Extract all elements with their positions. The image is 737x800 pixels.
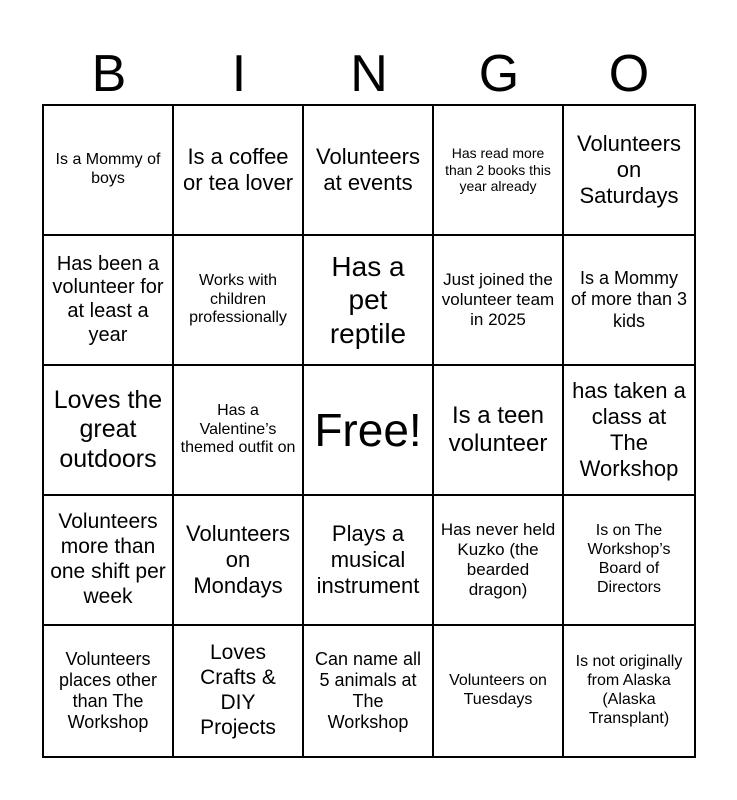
bingo-header	[44, 42, 694, 106]
bingo-cell[interactable]	[304, 236, 434, 366]
bingo-cell-text: Is a Mommy of boys	[55, 151, 161, 187]
bingo-cell-text: Free!	[314, 403, 422, 456]
bingo-cell[interactable]	[564, 626, 694, 756]
bingo-cell-text: Volunteers at events	[316, 144, 420, 195]
header-letter-o: O	[608, 45, 650, 103]
bingo-cell-text: Just joined the volunteer team in 2025	[441, 269, 555, 330]
bingo-cell[interactable]	[564, 496, 694, 626]
bingo-cell[interactable]	[174, 236, 304, 366]
bingo-cell-text: Volunteers on Saturdays	[577, 131, 681, 208]
bingo-cell-text: Is a teen volunteer	[448, 401, 548, 457]
bingo-cell-text: Volunteers more than one shift per week	[50, 510, 166, 608]
bingo-cell[interactable]	[564, 236, 694, 366]
bingo-cell[interactable]	[44, 496, 174, 626]
bingo-cell[interactable]	[434, 106, 564, 236]
bingo-cell-text: Volunteers places other than The Workshop	[58, 648, 158, 733]
bingo-cell[interactable]	[434, 626, 564, 756]
bingo-cell-text: Loves Crafts & DIY Projects	[200, 641, 276, 739]
bingo-cell-text: Can name all 5 animals at The Workshop	[314, 648, 422, 733]
bingo-cell[interactable]	[434, 496, 564, 626]
free-space-cell[interactable]	[304, 366, 434, 496]
bingo-cell[interactable]	[434, 366, 564, 496]
bingo-cell-text: Plays a musical instrument	[316, 521, 420, 598]
bingo-cell[interactable]	[44, 236, 174, 366]
bingo-card-grid	[42, 104, 696, 758]
bingo-cell[interactable]	[174, 366, 304, 496]
bingo-cell[interactable]	[304, 106, 434, 236]
header-letter-n: N	[350, 45, 388, 103]
bingo-cell-text: Volunteers on Tuesdays	[449, 672, 547, 708]
bingo-cell[interactable]	[44, 366, 174, 496]
bingo-cell[interactable]	[434, 236, 564, 366]
bingo-cell-text: Has never held Kuzko (the bearded dragon)	[440, 519, 556, 600]
bingo-cell-text: Has a Valentine’s themed outfit on	[180, 401, 296, 457]
header-letter-i: I	[231, 45, 247, 103]
bingo-cell-text: Has been a volunteer for at least a year	[52, 252, 164, 346]
bingo-cell-text: Works with children professionally	[189, 271, 287, 327]
bingo-cell[interactable]	[44, 106, 174, 236]
bingo-cell-text: Is not originally from Alaska (Alaska Transplant)	[575, 653, 683, 727]
bingo-cell[interactable]	[304, 496, 434, 626]
bingo-cell-text: Is a Mommy of more than 3 kids	[570, 268, 688, 331]
bingo-cell-text: Loves the great outdoors	[53, 385, 163, 473]
header-letter-b: B	[91, 45, 127, 103]
bingo-cell-text: Has a pet reptile	[329, 251, 407, 349]
bingo-cell[interactable]	[174, 626, 304, 756]
bingo-cell-text: has taken a class at The Workshop	[572, 378, 686, 481]
bingo-cell-text: Has read more than 2 books this year already	[445, 145, 551, 195]
header-letter-g: G	[478, 45, 520, 103]
bingo-cell[interactable]	[304, 626, 434, 756]
bingo-cell[interactable]	[174, 106, 304, 236]
bingo-cell[interactable]	[44, 626, 174, 756]
bingo-cell-text: Is a coffee or tea lover	[182, 144, 294, 195]
bingo-cell[interactable]	[564, 106, 694, 236]
bingo-cell[interactable]	[174, 496, 304, 626]
bingo-cell-text: Is on The Workshop’s Board of Directors	[587, 522, 671, 596]
bingo-cell-text: Volunteers on Mondays	[186, 521, 290, 598]
bingo-cell[interactable]	[564, 366, 694, 496]
